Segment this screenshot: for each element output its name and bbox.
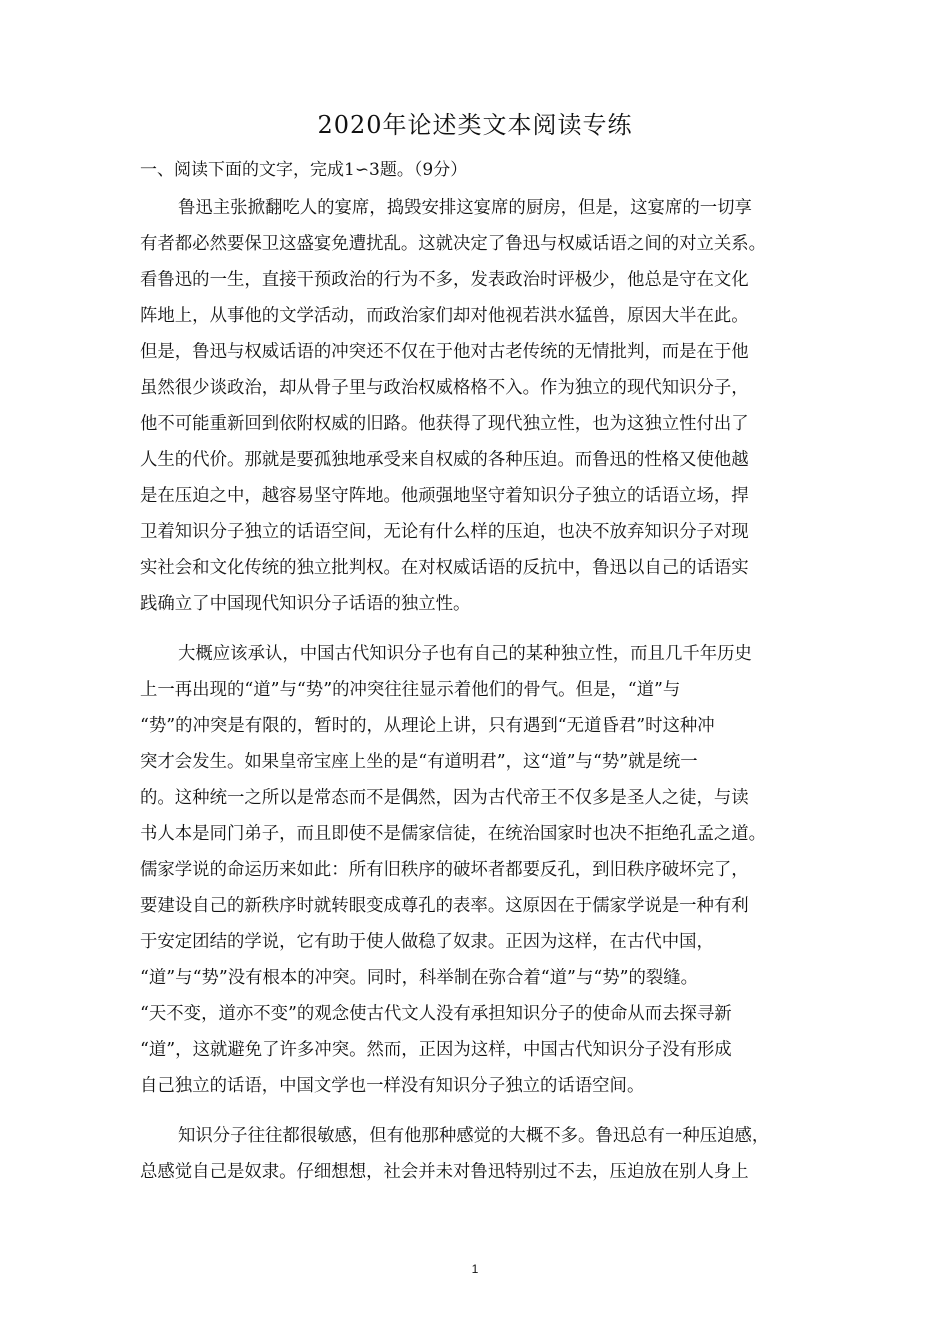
paragraph-line: 儒家学说的命运历来如此：所有旧秩序的破坏者都要反孔，到旧秩序破坏完了， — [140, 860, 749, 880]
paragraph-line: 突才会发生。如果皇帝宝座上坐的是“有道明君”，这“道”与“势”就是统一 — [140, 752, 698, 772]
paragraph-line: 知识分子往往都很敏感，但有他那种感觉的大概不多。鲁迅总有一种压迫感， — [178, 1126, 770, 1146]
section-heading: 一、阅读下面的文字，完成1∽3题。（9分） — [140, 160, 468, 180]
paragraph-line: 有者都必然要保卫这盛宴免遭扰乱。这就决定了鲁迅与权威话语之间的对立关系。 — [140, 234, 767, 254]
page-number: 1 — [471, 1262, 479, 1276]
paragraph-line: 大概应该承认，中国古代知识分子也有自己的某种独立性，而且几千年历史 — [178, 644, 752, 664]
paragraph-line: 卫着知识分子独立的话语空间，无论有什么样的压迫，也决不放弃知识分子对现 — [140, 522, 749, 542]
document-title: 2020年论述类文本阅读专练 — [317, 111, 633, 139]
paragraph-line: 的。这种统一之所以是常态而不是偶然，因为古代帝王不仅多是圣人之徒，与读 — [140, 788, 749, 808]
paragraph-line: 但是，鲁迅与权威话语的冲突还不仅在于他对古老传统的无情批判，而是在于他 — [140, 342, 749, 362]
paragraph-line: 虽然很少谈政治，却从骨子里与政治权威格格不入。作为独立的现代知识分子， — [140, 378, 749, 398]
paragraph-line: 是在压迫之中，越容易坚守阵地。他顽强地坚守着知识分子独立的话语立场，捍 — [140, 486, 749, 506]
paragraph-line: 总感觉自己是奴隶。仔细想想，社会并未对鲁迅特别过不去，压迫放在别人身上 — [140, 1162, 749, 1182]
paragraph-line: “道”与“势”没有根本的冲突。同时，科举制在弥合着“道”与“势”的裂缝。 — [140, 968, 699, 988]
paragraph-line: 践确立了中国现代知识分子话语的独立性。 — [140, 594, 471, 614]
paragraph-line: 人生的代价。那就是要孤独地承受来自权威的各种压迫。而鲁迅的性格又使他越 — [140, 450, 749, 470]
paragraph-line: 阵地上，从事他的文学活动，而政治家们却对他视若洪水猛兽，原因大半在此。 — [140, 306, 749, 326]
paragraph-line: “天不变，道亦不变”的观念使古代文人没有承担知识分子的使命从而去探寻新 — [140, 1004, 732, 1024]
paragraph-line: “道”，这就避免了许多冲突。然而，正因为这样，中国古代知识分子没有形成 — [140, 1040, 732, 1060]
paragraph-line: 看鲁迅的一生，直接干预政治的行为不多，发表政治时评极少，他总是守在文化 — [140, 270, 749, 290]
paragraph-line: 上一再出现的“道”与“势”的冲突往往显示着他们的骨气。但是，“道”与 — [140, 680, 681, 700]
paragraph-line: 书人本是同门弟子，而且即使不是儒家信徒，在统治国家时也决不拒绝孔孟之道。 — [140, 824, 767, 844]
paragraph-line: 实社会和文化传统的独立批判权。在对权威话语的反抗中，鲁迅以自己的话语实 — [140, 558, 749, 578]
paragraph-line: 他不可能重新回到依附权威的旧路。他获得了现代独立性，也为这独立性付出了 — [140, 414, 749, 434]
paragraph-line: “势”的冲突是有限的，暂时的，从理论上讲，只有遇到“无道昏君”时这种冲 — [140, 716, 715, 736]
paragraph-line: 自己独立的话语，中国文学也一样没有知识分子独立的话语空间。 — [140, 1076, 645, 1096]
paragraph-line: 要建设自己的新秩序时就转眼变成尊孔的表率。这原因在于儒家学说是一种有利 — [140, 896, 749, 916]
paragraph-line: 鲁迅主张掀翻吃人的宴席，捣毁安排这宴席的厨房，但是，这宴席的一切享 — [178, 198, 752, 218]
paragraph-line: 于安定团结的学说，它有助于使人做稳了奴隶。正因为这样，在古代中国， — [140, 932, 714, 952]
